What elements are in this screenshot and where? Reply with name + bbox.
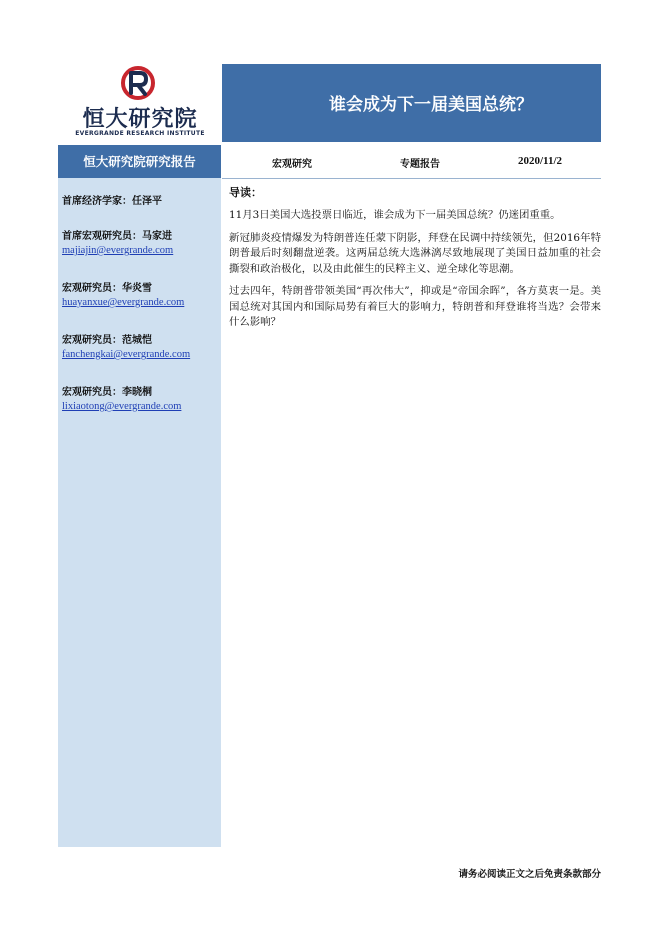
report-category: 宏观研究 [272, 159, 312, 170]
analyst-entry [62, 195, 220, 209]
report-meta-row [222, 145, 601, 179]
logo-name: 恒大研究院 [82, 107, 198, 132]
report-title: 谁会成为下一届美国总统？ [329, 95, 533, 115]
lead-paragraph: 11月3日美国大选投票日临近，谁会成为下一届美国总统？仍迷团重重。 [229, 209, 561, 221]
logo-subtitle: EVERGRANDE RESEARCH INSTITUTE [75, 130, 205, 137]
analyst-email-link[interactable]: lixiaotong@evergrande.com [62, 401, 182, 412]
report-type: 专题报告 [400, 159, 440, 170]
sidebar [58, 145, 221, 847]
report-content [229, 184, 601, 338]
analyst-email-link[interactable]: majiajin@evergrande.com [62, 245, 174, 256]
lead-paragraph: 过去四年，特朗普带领美国“再次伟大”，抑或是“帝国余晖”，各方莫衷一是。美国总统对其国内和国际局势有着巨大的影响力，特朗普和拜登谁将当选？会带来什么影响？ [229, 285, 601, 328]
analyst-email-link[interactable]: fanchengkai@evergrande.com [62, 349, 191, 360]
sidebar-title: 恒大研究院研究报告 [58, 145, 221, 178]
analyst-role: 首席宏观研究员：马家进 [62, 231, 172, 242]
analyst-entry [62, 230, 220, 258]
evergrande-logo [60, 64, 220, 144]
analyst-entry [62, 282, 220, 310]
analyst-email-link[interactable]: huayanxue@evergrande.com [62, 297, 185, 308]
disclaimer-note: 请务必阅读正文之后免责条款部分 [458, 869, 601, 880]
analyst-role: 宏观研究员：李晓桐 [62, 387, 152, 398]
analyst-entry [62, 386, 220, 414]
analyst-entry [62, 334, 220, 362]
lead-heading: 导读： [229, 186, 262, 199]
title-banner [222, 64, 601, 142]
report-date: 2020/11/2 [518, 155, 563, 167]
analyst-role: 首席经济学家：任泽平 [62, 196, 162, 207]
analyst-role: 宏观研究员：华炎雪 [62, 283, 152, 294]
analyst-role: 宏观研究员：范城恺 [62, 335, 152, 346]
lead-paragraph: 新冠肺炎疫情爆发为特朗普连任蒙下阴影，拜登在民调中持续领先，但2016年特朗普最后时刻翻盘逆袭。这两届总统大选淋漓尽致地展现了美国日益加重的社会撕裂和政治极化，以及由此催生的民粹主义、逆全球化等思潮。 [229, 231, 601, 275]
logo-mark-icon [118, 64, 158, 102]
